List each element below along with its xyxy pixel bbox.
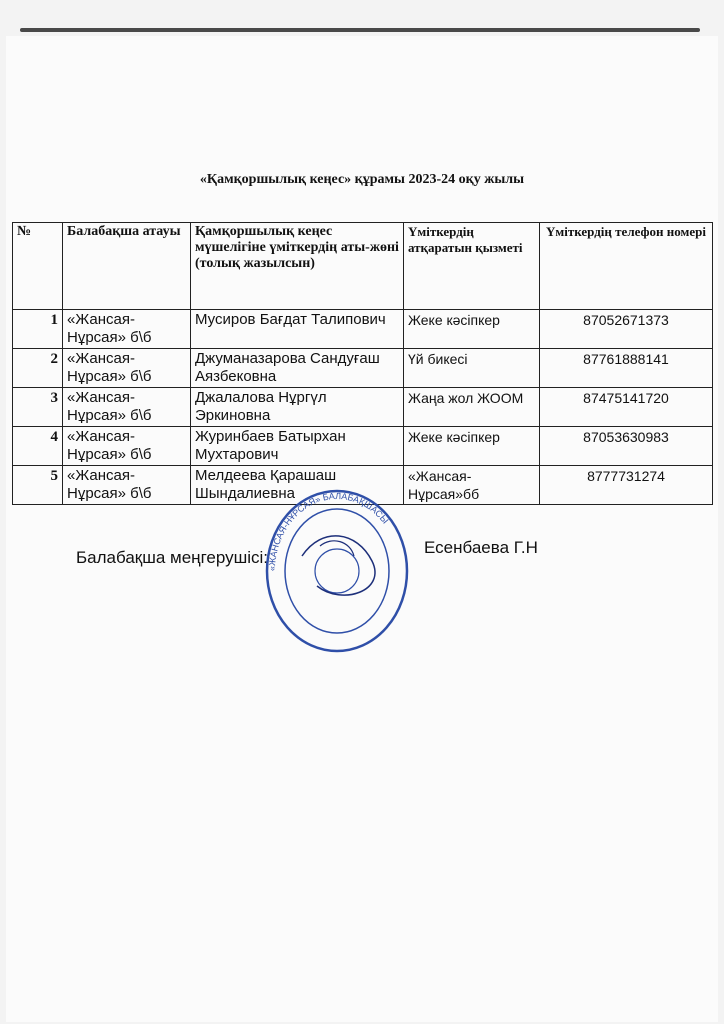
row-name: Джалалова Нұргүл Эркиновна [191, 388, 404, 427]
row-phone: 87761888141 [540, 349, 713, 388]
row-phone: 87052671373 [540, 310, 713, 349]
row-role: Жаңа жол ЖООМ [404, 388, 540, 427]
row-kindergarten: «Жансая-Нұрсая» б\б [63, 388, 191, 427]
table-row [13, 388, 713, 427]
row-role: «Жансая-Нұрсая»бб [404, 466, 540, 505]
row-name: Мусиров Бағдат Талипович [191, 310, 404, 349]
official-stamp-icon [262, 486, 412, 656]
row-name: Журинбаев Батырхан Мухтарович [191, 427, 404, 466]
row-name: Мелдеева Қарашаш Шындалиевна [191, 466, 404, 505]
stamp-emblem [315, 549, 359, 593]
signature-scribble [302, 536, 375, 595]
row-kindergarten: «Жансая-Нұрсая» б\б [63, 466, 191, 505]
council-table [12, 222, 713, 505]
stamp-outer-text: «ЖАНСАЯ-НҰРСАЯ» БАЛАБАҚШАСЫ [266, 490, 391, 572]
header-kindergarten: Балабақша атауы [63, 223, 191, 310]
row-num: 1 [13, 310, 63, 349]
signature-scribble-2 [320, 541, 354, 556]
signature-label: Балабақша меңгерушісі: [76, 548, 269, 567]
row-phone: 8777731274 [540, 466, 713, 505]
row-kindergarten: «Жансая-Нұрсая» б\б [63, 427, 191, 466]
row-kindergarten: «Жансая-Нұрсая» б\б [63, 349, 191, 388]
row-role: Жеке кәсіпкер [404, 310, 540, 349]
document-title: «Қамқоршылық кеңес» құрамы 2023-24 оқу жылы [199, 172, 525, 187]
row-phone: 87053630983 [540, 427, 713, 466]
row-num: 2 [13, 349, 63, 388]
signature-name: Есенбаева Г.Н [424, 538, 538, 557]
table-row [13, 349, 713, 388]
header-name: Қамқоршылық кеңес мүшелігіне үміткердің аты-жөні (толық жазылсын) [191, 223, 404, 310]
header-role: Үміткердің атқаратын қызметі [404, 223, 540, 310]
table-row [13, 310, 713, 349]
header-phone: Үміткердің телефон номері [540, 223, 713, 310]
row-name: Джуманазарова Сандуғаш Аязбековна [191, 349, 404, 388]
row-role: Үй бикесі [404, 349, 540, 388]
row-kindergarten: «Жансая-Нұрсая» б\б [63, 310, 191, 349]
paper-edge-shadow [20, 28, 700, 32]
table-header-row [13, 223, 713, 310]
stamp-inner-ring [285, 509, 389, 633]
row-num: 3 [13, 388, 63, 427]
table-row [13, 427, 713, 466]
header-num: № [13, 223, 63, 310]
row-role: Жеке кәсіпкер [404, 427, 540, 466]
row-phone: 87475141720 [540, 388, 713, 427]
row-num: 5 [13, 466, 63, 505]
row-num: 4 [13, 427, 63, 466]
